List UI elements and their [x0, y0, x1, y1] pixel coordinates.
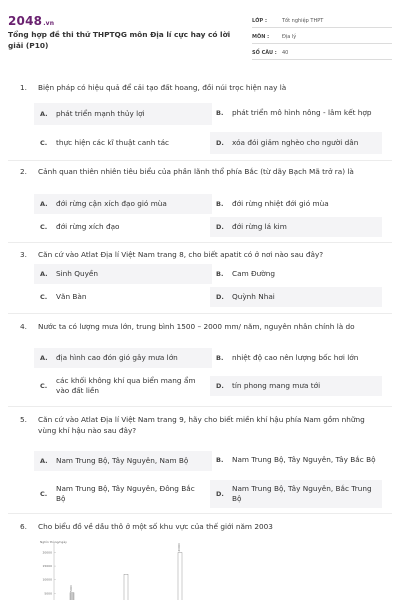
option-letter: C.: [40, 223, 48, 231]
option-text: Sinh Quyền: [56, 269, 99, 278]
meta-value: 40: [282, 49, 289, 56]
question-divider: [8, 513, 392, 514]
question-divider: [8, 242, 392, 243]
option-letter: D.: [216, 223, 224, 231]
question-number: 3.: [20, 250, 27, 259]
oil-chart: [36, 537, 216, 600]
meta-label: SỐ CÂU :: [252, 49, 277, 56]
meta-label: LỚP :: [252, 17, 267, 24]
option-letter: B.: [216, 109, 224, 117]
answer-option[interactable]: [210, 446, 382, 474]
answer-option[interactable]: [34, 194, 212, 214]
option-letter: C.: [40, 293, 48, 301]
option-text: đới rừng cận xích đạo gió mùa: [56, 199, 167, 208]
chart-bar-label: 5000: [70, 585, 73, 592]
question-text: Biện pháp có hiệu quả để cải tạo đất hoang, đồi núi trọc hiện nay là: [38, 83, 287, 92]
answer-option[interactable]: [210, 480, 382, 508]
meta-row-subject: [252, 30, 392, 44]
answer-option[interactable]: [210, 217, 382, 237]
site-logo[interactable]: [8, 14, 54, 28]
question-number: 5.: [20, 415, 27, 424]
page-header: [0, 0, 400, 62]
option-text: Nam Trung Bộ, Tây Nguyên, Nam Bộ: [56, 456, 189, 465]
chart-ylabel: Nghìn thùng/ngày: [40, 540, 67, 544]
answer-option[interactable]: [34, 103, 212, 125]
option-text: Văn Bàn: [56, 292, 87, 301]
option-letter: B.: [216, 354, 224, 362]
meta-value: Địa lý: [282, 33, 297, 40]
question-number: 2.: [20, 167, 27, 176]
meta-row-count: [252, 46, 392, 60]
answer-option[interactable]: [210, 100, 380, 126]
option-letter: D.: [216, 382, 224, 390]
chart-ytick-label: 10000: [42, 577, 52, 582]
option-text: phát triển mô hình nông - lâm kết hợp: [232, 108, 372, 117]
chart-ytick-label: 20000: [42, 550, 52, 555]
chart-bar: [124, 574, 128, 600]
answer-option[interactable]: [34, 451, 212, 471]
logo-main-text: 2048: [8, 14, 43, 28]
question-divider: [8, 406, 392, 407]
answer-option[interactable]: [210, 264, 382, 284]
answer-option[interactable]: [34, 134, 212, 152]
answer-option[interactable]: [210, 348, 382, 368]
option-text: xóa đói giảm nghèo cho người dân: [232, 138, 359, 147]
document-meta: [252, 14, 392, 62]
option-text: Nam Trung Bộ, Tây Nguyên, Bắc Trung Bộ: [232, 484, 372, 503]
option-text: các khối không khí qua biển mang ẩm vào đất liền: [56, 376, 196, 395]
option-letter: D.: [216, 293, 224, 301]
option-text: đới rừng lá kim: [232, 222, 287, 231]
chart-ytick-label: 15000: [42, 564, 52, 569]
option-letter: D.: [216, 490, 224, 498]
option-letter: B.: [216, 200, 224, 208]
option-letter: A.: [40, 354, 48, 362]
meta-row-class: [252, 14, 392, 28]
option-text: phát triển mạnh thủy lợi: [56, 109, 145, 118]
chart-bar: [70, 593, 74, 600]
option-letter: C.: [40, 382, 48, 390]
answer-option[interactable]: [210, 132, 382, 154]
question-number: 4.: [20, 322, 27, 331]
answer-option[interactable]: [34, 373, 212, 399]
meta-value: Tốt nghiệp THPT: [282, 17, 324, 24]
chart-bar-label: 20000: [178, 543, 181, 552]
option-text: Nam Trung Bộ, Tây Nguyên, Tây Bắc Bộ: [232, 455, 376, 464]
answer-option[interactable]: [34, 348, 212, 368]
question-number: 6.: [20, 522, 27, 531]
meta-label: MÔN :: [252, 33, 270, 40]
question-divider: [8, 160, 392, 161]
answer-option[interactable]: [210, 194, 382, 214]
logo-sub-text: .vn: [43, 20, 55, 27]
question-divider: [8, 313, 392, 314]
option-text: địa hình cao đón gió gây mưa lớn: [56, 353, 178, 362]
option-text: đới rừng xích đạo: [56, 222, 120, 231]
question-text: Cho biểu đồ về dầu thô ở một số khu vực của thế giới năm 2003: [38, 522, 273, 531]
answer-option[interactable]: [34, 287, 212, 307]
option-text: Cam Đường: [232, 269, 275, 278]
option-text: Quỳnh Nhai: [232, 292, 275, 301]
answer-option[interactable]: [34, 480, 212, 508]
question-number: 1.: [20, 83, 27, 92]
question-text: Cảnh quan thiên nhiên tiêu biểu của phần lãnh thổ phía Bắc (từ dãy Bạch Mã trở ra) là: [38, 167, 354, 176]
document-title: Tổng hợp đề thi thử THPTQG môn Địa lí cực hay có lời giải (P10): [8, 30, 231, 50]
option-text: đới rừng nhiệt đới gió mùa: [232, 199, 329, 208]
answer-option[interactable]: [210, 376, 382, 396]
option-letter: A.: [40, 200, 48, 208]
answer-option[interactable]: [210, 287, 382, 307]
option-letter: C.: [40, 490, 48, 498]
option-letter: A.: [40, 270, 48, 278]
option-text: tín phong mang mưa tới: [232, 381, 321, 390]
answer-option[interactable]: [34, 264, 212, 284]
answer-option[interactable]: [34, 217, 212, 237]
option-letter: B.: [216, 456, 224, 464]
option-letter: C.: [40, 139, 48, 147]
option-text: thực hiện các kĩ thuật canh tác: [56, 138, 170, 147]
question-text: Căn cứ vào Atlat Địa lí Việt Nam trang 9, hãy cho biết miền khí hậu phía Nam gồm những vùng khí hậu nào sau đây?: [38, 415, 365, 435]
option-text: Nam Trung Bộ, Tây Nguyên, Đông Bắc Bộ: [56, 484, 195, 503]
question-text: Nước ta có lượng mưa lớn, trung bình 1500 – 2000 mm/ năm, nguyên nhân chính là do: [38, 322, 355, 331]
option-letter: A.: [40, 457, 48, 465]
chart-bar: [178, 552, 182, 600]
option-letter: B.: [216, 270, 224, 278]
question-text: Căn cứ vào Atlat Địa lí Việt Nam trang 8, cho biết apatit có ở nơi nào sau đây?: [38, 250, 324, 259]
option-letter: A.: [40, 110, 48, 118]
option-letter: D.: [216, 139, 224, 147]
option-text: nhiệt độ cao nên lượng bốc hơi lớn: [232, 353, 359, 362]
chart-ytick-label: 5000: [44, 591, 52, 596]
